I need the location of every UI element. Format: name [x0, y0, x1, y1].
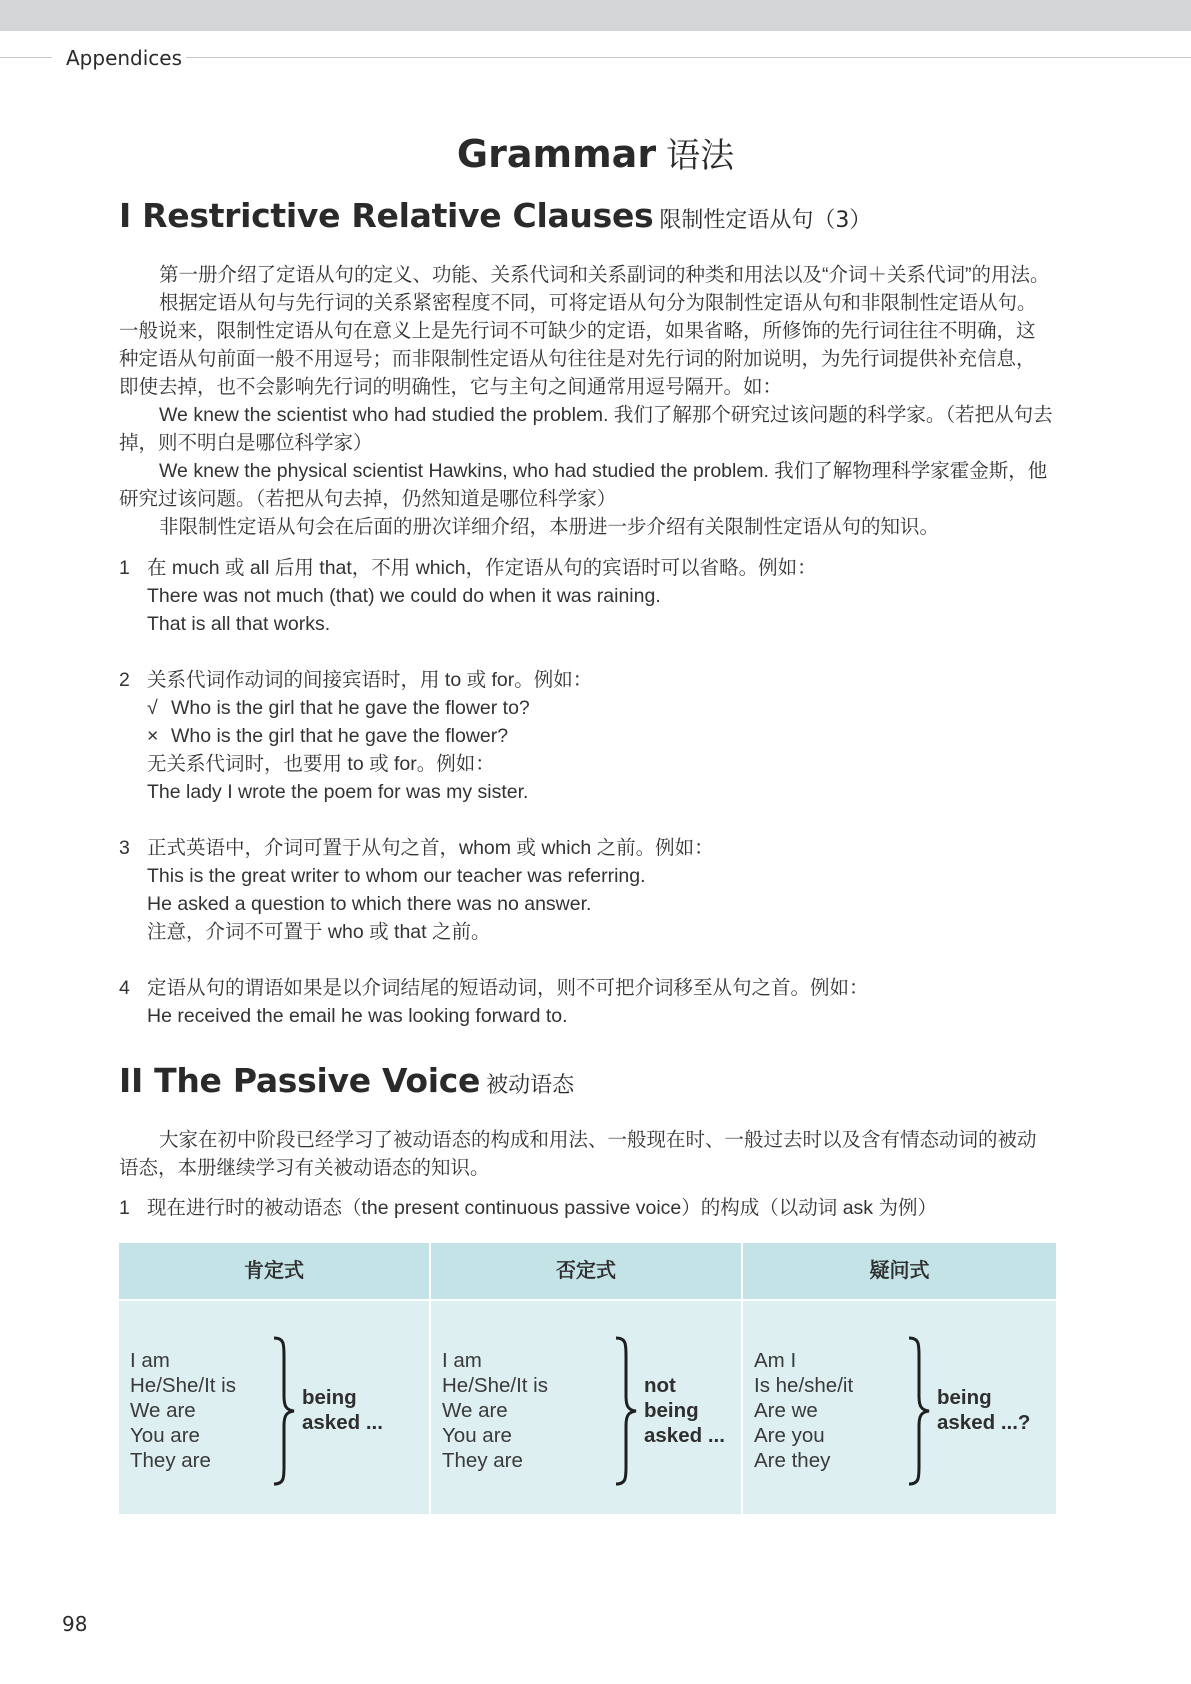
table-header-cell: 否定式	[431, 1243, 741, 1299]
example-sentence: There was not much (that) we could do when it was raining.	[147, 585, 661, 607]
table-header-cell: 肯定式	[119, 1243, 429, 1299]
predicate-form	[644, 1373, 725, 1448]
header-rule-right	[186, 57, 1191, 58]
subject-form: I am	[130, 1349, 170, 1372]
intro-paragraph: 大家在初中阶段已经学习了被动语态的构成和用法、一般现在时、一般过去时以及含有情态动词的被动语态，本册继续学习有关被动语态的知识。	[119, 1129, 1037, 1179]
table-column-interrogative	[743, 1243, 1056, 1514]
page-number: 98	[62, 1612, 88, 1636]
predicate-line: asked ...	[644, 1424, 725, 1447]
subject-form: They are	[130, 1449, 211, 1472]
rule-item-2	[119, 666, 1054, 806]
item-number: 3	[119, 837, 130, 859]
subject-form: They are	[442, 1449, 523, 1472]
subject-form: Are you	[754, 1424, 825, 1447]
example-sentence: Who is the girl that he gave the flower?	[171, 725, 509, 747]
subject-form: Am I	[754, 1349, 797, 1372]
example-sentence: He asked a question to which there was no answer.	[147, 893, 592, 915]
example-sentence: The lady I wrote the poem for was my sister.	[147, 781, 529, 803]
example-sentence: This is the great writer to whom our teacher was referring.	[147, 865, 646, 887]
predicate-line: being	[644, 1399, 699, 1422]
check-icon: √	[147, 697, 158, 719]
right-brace-icon	[272, 1336, 296, 1486]
subject-list	[130, 1348, 236, 1473]
item-number: 1	[119, 557, 130, 579]
section2-heading	[119, 1061, 574, 1100]
subject-form: Are we	[754, 1399, 818, 1422]
intro-paragraph: 第一册介绍了定语从句的定义、功能、关系代词和关系副词的种类和用法以及“介词＋关系代词”的用法。	[159, 264, 1050, 286]
predicate-line: asked ...	[302, 1411, 383, 1434]
section2-heading-zh: 被动语态	[486, 1073, 575, 1098]
running-head-label: Appendices	[66, 46, 183, 70]
rule-text: 现在进行时的被动语态（the present continuous passive voice）的构成（以动词 ask 为例）	[147, 1197, 937, 1219]
subject-list	[442, 1348, 548, 1473]
passive-voice-table	[119, 1243, 1056, 1514]
item-number: 1	[119, 1197, 130, 1219]
predicate-line: asked ...?	[937, 1411, 1031, 1434]
subject-form: You are	[130, 1424, 200, 1447]
wrong-example	[147, 722, 1054, 750]
rule-text: 定语从句的谓语如果是以介词结尾的短语动词，则不可把介词移至从句之首。例如：	[147, 977, 869, 999]
table-column-affirmative	[119, 1243, 429, 1514]
header-rule-left	[0, 57, 52, 58]
predicate-form	[302, 1385, 383, 1435]
example-sentence: Who is the girl that he gave the flower to?	[171, 697, 530, 719]
page-title-en: Grammar	[456, 132, 657, 176]
table-header-cell: 疑问式	[743, 1243, 1056, 1299]
subject-form: We are	[130, 1399, 196, 1422]
rule-item-1	[119, 554, 1054, 638]
top-gray-band	[0, 0, 1191, 31]
subject-form: He/She/It is	[442, 1374, 548, 1397]
correct-example	[147, 694, 1054, 722]
rule-text: 在 much 或 all 后用 that，不用 which，作定语从句的宾语时可以省略。例如：	[147, 557, 817, 579]
intro-paragraph: 非限制性定语从句会在后面的册次详细介绍，本册进一步介绍有关限制性定语从句的知识。	[159, 516, 940, 538]
section2-heading-en: II The Passive Voice	[119, 1061, 481, 1100]
section1-heading-zh: 限制性定语从句（3）	[659, 208, 872, 233]
rule-text: 关系代词作动词的间接宾语时，用 to 或 for。例如：	[147, 669, 593, 691]
section1-heading	[119, 196, 871, 235]
item-number: 4	[119, 977, 130, 999]
subject-form: Are they	[754, 1449, 831, 1472]
predicate-line: being	[937, 1386, 992, 1409]
table-body-cell	[119, 1301, 429, 1514]
right-brace-icon	[614, 1336, 638, 1486]
intro-example: We knew the physical scientist Hawkins, who had studied the problem. 我们了解物理科学家霍金斯，他研究过该问题。（若把从句去掉，仍然知道是哪位科学家）	[119, 460, 1048, 510]
note-text: 注意，介词不可置于 who 或 that 之前。	[147, 921, 491, 943]
rule-text: 无关系代词时，也要用 to 或 for。例如：	[147, 753, 495, 775]
predicate-line: being	[302, 1386, 357, 1409]
cross-icon: ×	[147, 725, 159, 747]
running-head	[0, 42, 1191, 72]
subject-form: We are	[442, 1399, 508, 1422]
section2-intro	[119, 1126, 1054, 1182]
item-number: 2	[119, 669, 130, 691]
subject-list	[754, 1348, 853, 1473]
subject-form: Is he/she/it	[754, 1374, 854, 1397]
table-column-negative	[431, 1243, 741, 1514]
page-title	[0, 128, 1191, 177]
subject-form: You are	[442, 1424, 512, 1447]
example-sentence: He received the email he was looking forward to.	[147, 1005, 568, 1027]
rule-item-3	[119, 834, 1054, 946]
intro-example: We knew the scientist who had studied the problem. 我们了解那个研究过该问题的科学家。（若把从句去掉，则不明白是哪位科学家）	[119, 404, 1053, 454]
subject-form: I am	[442, 1349, 482, 1372]
subject-form: He/She/It is	[130, 1374, 236, 1397]
intro-paragraph: 根据定语从句与先行词的关系紧密程度不同，可将定语从句分为限制性定语从句和非限制性定语从句。一般说来，限制性定语从句在意义上是先行词不可缺少的定语，如果省略，所修饰的先行词往往不明确，这种定语从句前面一般不用逗号；而非限制性定语从句往往是对先行词的附加说明，为先行词提供补充信息，即使去掉，也不会影响先行词的明确性，它与主句之间通常用逗号隔开。如：	[119, 292, 1037, 398]
table-body-cell	[743, 1301, 1056, 1514]
right-brace-icon	[907, 1336, 931, 1486]
section1-heading-en: I Restrictive Relative Clauses	[119, 196, 654, 235]
predicate-form	[937, 1385, 1030, 1435]
predicate-line: not	[644, 1374, 676, 1397]
table-body-cell	[431, 1301, 741, 1514]
rule-item-4	[119, 974, 1054, 1030]
rule-text: 正式英语中，介词可置于从句之首，whom 或 which 之前。例如：	[147, 837, 714, 859]
section1-intro	[119, 261, 1054, 541]
example-sentence: That is all that works.	[147, 613, 331, 635]
page-title-zh: 语法	[666, 136, 735, 176]
passive-item-1	[119, 1194, 1054, 1222]
